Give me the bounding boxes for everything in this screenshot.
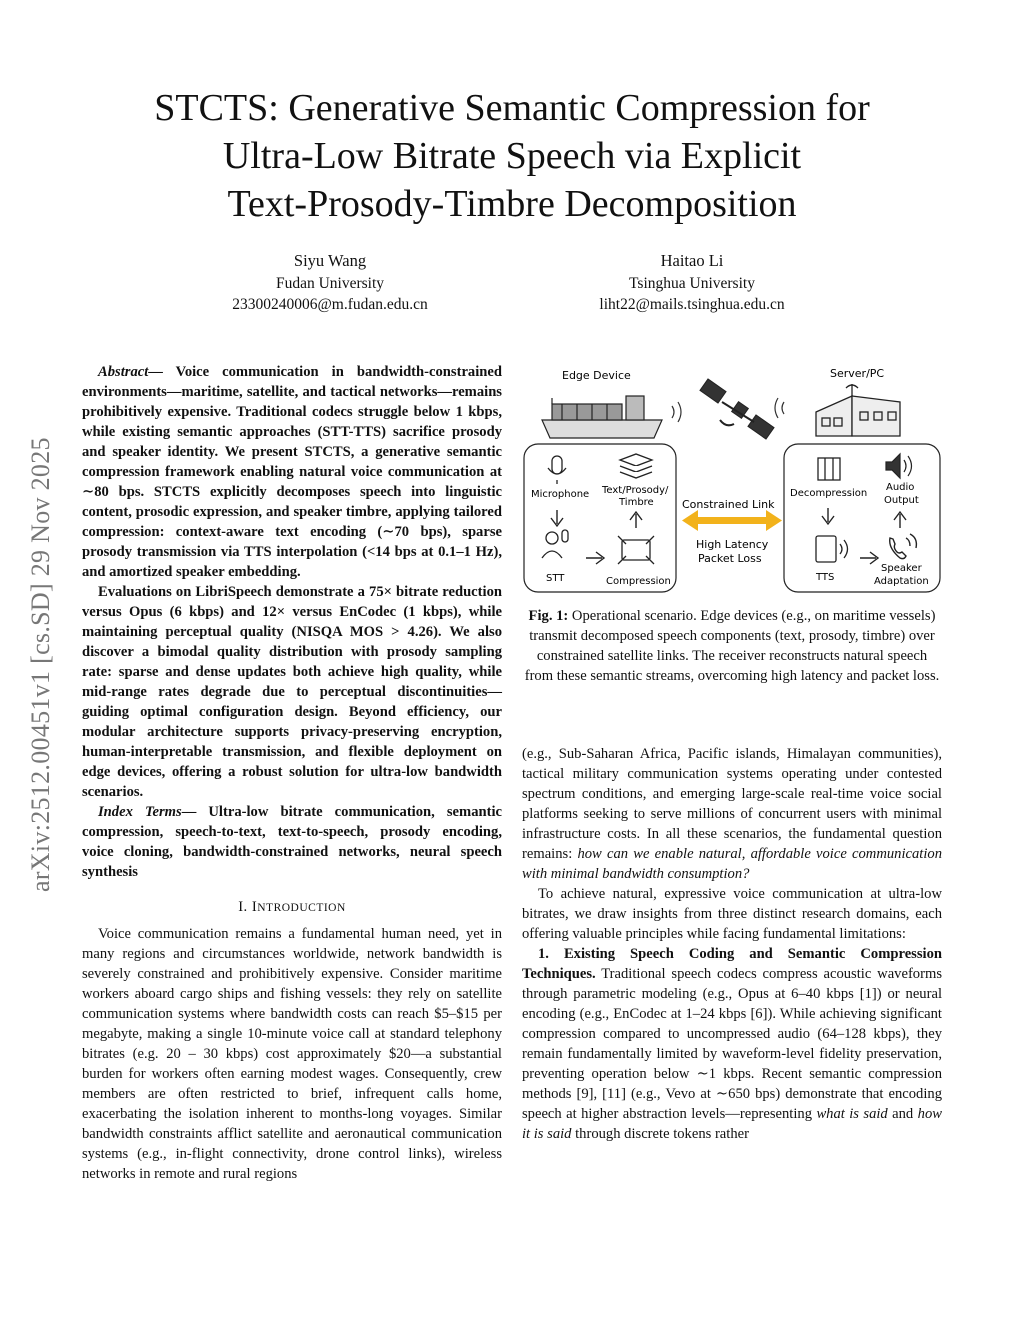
signal-icon bbox=[775, 398, 784, 418]
title-line: STCTS: Generative Semantic Compression for bbox=[154, 87, 870, 129]
body-paragraph: 1. Existing Speech Coding and Semantic Compression Techniques. Traditional speech codecs compress acoustic waveforms through parametric modeling (e.g., Opus at 6–40 kbps [1]) or neural encoding (e.g., EnCodec at 1–24 kbps [6]). While achieving significant compression compared to uncompressed audio (64–128 kbps), they remain fundamentally limited by waveform-level fidelity preservation, preventing operation below ∼1 kbps. Recent semantic compression methods [9], [11] (e.g., Vevo at ∼650 bps) demonstrate that encoding speech at higher abstraction levels—representing what is said and how it is said through discrete tokens rather bbox=[522, 946, 942, 1142]
adaptation-label: Adaptation bbox=[874, 576, 929, 587]
stt-label: STT bbox=[546, 573, 565, 584]
tts-label: TTS bbox=[816, 572, 835, 583]
tts-icon bbox=[816, 536, 848, 562]
building-icon bbox=[816, 384, 900, 436]
body-paragraph: To achieve natural, expressive voice communication at ultra-low bitrates, we draw insights from three distinct research domains, each offering valuable principles while facing fundamental limitations: bbox=[522, 886, 942, 942]
packet-loss-label: Packet Loss bbox=[698, 552, 762, 565]
text-prosody-label: Text/Prosody/ bbox=[602, 485, 669, 496]
author-block-1 bbox=[170, 250, 490, 315]
caption-text: Operational scenario. Edge devices (e.g., on maritime vessels) transmit decomposed speech components (text, prosody, timbre) over constrained satellite links. The receiver reconstructs natural speech from these semantic streams, overcoming high latency and packet loss. bbox=[524, 608, 940, 684]
stt-icon bbox=[542, 530, 568, 558]
abstract-paragraph bbox=[82, 362, 502, 582]
section-heading-introduction: I. INTRODUCTION bbox=[238, 899, 346, 915]
satellite-icon bbox=[700, 379, 774, 439]
author-name: Haitao Li bbox=[660, 251, 724, 270]
right-column bbox=[522, 744, 942, 1144]
double-arrow-icon bbox=[682, 510, 782, 531]
author-name: Siyu Wang bbox=[293, 251, 367, 270]
arrow-right-icon bbox=[860, 552, 878, 564]
arrow-down-icon bbox=[551, 510, 563, 526]
figure-operational-scenario bbox=[522, 362, 942, 594]
author-affiliation: Tsinghua University bbox=[629, 275, 755, 292]
server-label: Server/PC bbox=[830, 367, 885, 380]
arrow-down-icon bbox=[822, 508, 834, 524]
index-terms-text: — Ultra-low bitrate communication, semantic compression, speech-to-text, text-to-speech, prosody encoding, voice cloning, bandwidth-constrained networks, neural speech synthesis bbox=[82, 804, 502, 880]
author-email: liht22@mails.tsinghua.edu.cn bbox=[599, 296, 785, 313]
decompression-icon bbox=[818, 458, 840, 480]
body-paragraph: (e.g., Sub-Saharan Africa, Pacific islands, Himalayan communities), tactical military communication systems operating under contested spectrum conditions, and emerging large-scale real-time voice social platforms seeking to serve millions of concurrent users with minimal infrastructure costs. In all these scenarios, the fundamental question remains: how can we enable natural, affordable voice communication with minimal bandwidth consumption? bbox=[522, 746, 942, 882]
author-affiliation: Fudan University bbox=[275, 275, 385, 292]
edge-device-box bbox=[524, 444, 676, 592]
microphone-icon bbox=[548, 456, 566, 484]
index-terms bbox=[82, 802, 502, 882]
title-line: Ultra-Low Bitrate Speech via Explicit bbox=[222, 135, 802, 177]
output-label: Output bbox=[884, 495, 919, 506]
decompression-label: Decompression bbox=[790, 488, 868, 499]
arrow-up-icon bbox=[894, 512, 906, 528]
timbre-label: Timbre bbox=[619, 497, 654, 508]
arrow-up-icon bbox=[630, 512, 642, 528]
speaker-icon bbox=[886, 454, 912, 478]
author-block-2 bbox=[532, 250, 852, 315]
speaker-label: Speaker bbox=[881, 563, 922, 574]
intro-paragraph: Voice communication remains a fundamental human need, yet in many regions and circumstances worldwide, network bandwidth is severely constrained and prohibitively expensive. Consider maritime workers aboard cargo ships and fishing vessels: they rely on satellite communication systems where bandwidth costs can reach $5–$15 per megabyte, making a single 10-minute voice call at standard telephony bitrates (e.g. 20 – 30 kbps) cost approximately $20—a substantial burden for workers often earning modest wages. Consequently, crew members are often restricted to brief, infrequent calls home, exacerbating the isolation inherent to months-long voyages. Similar bandwidth constraints afflict satellite and aeronautical communication systems (e.g., in-flight connectivity, drone control links), wireless networks in remote and rural regions bbox=[82, 926, 502, 1182]
abstract-label: Abstract bbox=[98, 364, 149, 380]
layers-icon bbox=[620, 454, 652, 478]
caption-label: Fig. 1: bbox=[528, 608, 569, 624]
title-line: Text-Prosody-Timbre Decomposition bbox=[227, 183, 797, 225]
index-terms-label: Index Terms bbox=[98, 804, 182, 820]
paper-title bbox=[100, 84, 924, 228]
scenario-diagram bbox=[522, 362, 942, 594]
phone-icon bbox=[890, 534, 917, 559]
signal-icon bbox=[672, 402, 681, 422]
left-column bbox=[82, 362, 502, 1184]
compression-label: Compression bbox=[606, 576, 671, 587]
edge-device-label: Edge Device bbox=[562, 369, 631, 382]
arrow-right-icon bbox=[586, 552, 604, 564]
audio-label: Audio bbox=[886, 482, 915, 493]
constrained-link-label: Constrained Link bbox=[682, 498, 775, 511]
arxiv-identifier: arXiv:2512.00451v1 [cs.SD] 29 Nov 2025 bbox=[26, 437, 55, 893]
compression-icon bbox=[618, 536, 654, 564]
author-email: 23300240006@m.fudan.edu.cn bbox=[232, 296, 428, 313]
high-latency-label: High Latency bbox=[696, 538, 769, 551]
microphone-label: Microphone bbox=[531, 489, 590, 500]
abstract-paragraph-2: Evaluations on LibriSpeech demonstrate a 75× bitrate reduction versus Opus (6 kbps) and 12× versus EnCodec (1 kbps), while maintaining perceptual quality (NISQA MOS > 4.26). We also discover a bimodal quality distribution with prosody sampling rate: sparse and dense updates both achieve high quality, while mid-range rates degrade due to perceptual discontinuities—guiding optimal configuration design. Beyond efficiency, our modular architecture supports privacy-preserving encryption, human-interpretable transmission, and flexible deployment on edge devices, offering a robust solution for ultra-low bandwidth scenarios. bbox=[82, 584, 502, 800]
abstract-text: — Voice communication in bandwidth-constrained environments—maritime, satellite, and tactical networks—remains prohibitively expensive. Traditional codecs struggle below 1 kbps, while existing semantic approaches (STT-TTS) sacrifice prosody and speaker identity. We present STCTS, a generative semantic compression framework enabling natural voice communication at ∼80 bps. STCTS explicitly decomposes speech into linguistic content, prosodic expression, and speaker timbre, applying tailored compression: context-aware text encoding (∼70 bps), sparse prosody transmission via TTS interpolation (<14 bps at 0.1–1 Hz), and amortized speaker embedding. bbox=[82, 364, 502, 580]
ship-icon bbox=[542, 396, 662, 438]
figure-caption bbox=[522, 606, 942, 686]
